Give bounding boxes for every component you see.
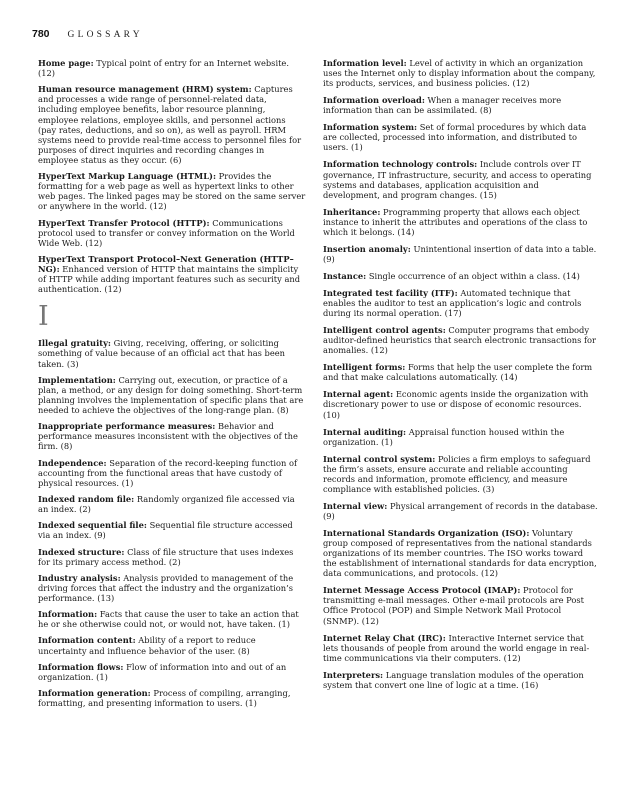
glossary-entry: [38, 662, 306, 682]
glossary-term: Information level:: [323, 58, 407, 68]
glossary-definition: When a manager receives more information than can be assimilated. (8): [323, 95, 562, 116]
glossary-definition: Appraisal function housed within the organization. (1): [323, 426, 565, 447]
glossary-entry: [323, 427, 598, 447]
glossary-term: Internet Relay Chat (IRC):: [323, 632, 446, 643]
glossary-definition: Set of formal procedures by which data are collected, processed into information, and distributed to users. (1): [323, 122, 587, 153]
glossary-entry: [323, 362, 598, 382]
right-column: [323, 58, 598, 697]
glossary-term: Intelligent forms:: [323, 362, 406, 373]
glossary-entry: [323, 244, 598, 264]
glossary-definition: Communications protocol used to transfer or convey information on the World Wide Web. (12): [38, 217, 295, 248]
glossary-term: Inappropriate performance measures:: [38, 421, 216, 432]
glossary-definition: Flow of information into and out of an organization. (1): [38, 661, 287, 682]
running-title: GLOSSARY: [67, 30, 143, 40]
glossary-term: Information system:: [323, 122, 418, 133]
glossary-term: Integrated test facility (ITF):: [323, 287, 458, 298]
glossary-definition: Automated technique that enables the auditor to test an application’s logic and controls during its normal operation. (17): [323, 287, 582, 319]
glossary-entry: [38, 338, 306, 368]
glossary-definition: Policies a firm employs to safeguard the firm’s assets, ensure accurate and reliable accounting records and information, promote efficiency, and measure compliance with established policies. (3): [323, 453, 591, 494]
glossary-entry: [323, 207, 598, 237]
glossary-entry: [323, 58, 598, 88]
glossary-term: Information flows:: [38, 661, 124, 672]
left-entries-i: [38, 338, 306, 708]
glossary-definition: Sequential file structure accessed via an index. (9): [38, 520, 293, 541]
glossary-definition: Enhanced version of HTTP that maintains the simplicity of HTTP while adding important features such as security and authentication. (12): [38, 264, 301, 295]
glossary-term: Information generation:: [38, 688, 151, 698]
glossary-definition: Captures and processes a wide range of personnel-related data, including employee benefits, labor resource planning, employee relations, employee skills, and personnel actions (pay rates, deductions, and so on), as well as payroll. HRM systems need to provide real-time access to personnel files for purposes of direct inquiries and recording changes in employee status as they occur. (6): [38, 84, 302, 165]
page-number: 780: [32, 28, 50, 40]
glossary-entry: [38, 254, 306, 294]
glossary-term: Insertion anomaly:: [323, 243, 411, 254]
glossary-definition: Voluntary group composed of representatives from the national standards organizations of its member countries. The ISO works toward the establishment of international standards for data encryption, data communications, and protocols. (12): [323, 527, 597, 579]
glossary-entry: [38, 171, 306, 211]
glossary-definition: Randomly organized file accessed via an index. (2): [38, 493, 295, 515]
glossary-term: Indexed sequential file:: [38, 520, 147, 531]
glossary-definition: Language translation modules of the operation system that convert one line of logic at a time. (16): [323, 669, 584, 690]
glossary-entry: [38, 494, 306, 514]
glossary-entry: [323, 501, 598, 521]
glossary-entry: [323, 389, 598, 419]
glossary-term: Human resource management (HRM) system:: [38, 84, 252, 95]
glossary-entry: [323, 95, 598, 115]
glossary-definition: Separation of the record-keeping function of accounting from the functional areas that have custody of physical resources. (1): [38, 457, 298, 488]
glossary-entry: [38, 688, 306, 708]
glossary-term: Illegal gratuity:: [38, 338, 111, 349]
glossary-definition: Protocol for transmitting e-mail messages. Other e-mail protocols are Post Office Protocol (POP) and Simple Network Mail Protocol (SNMP). (12): [323, 585, 584, 626]
glossary-term: Indexed structure:: [38, 546, 125, 557]
glossary-entry: [323, 454, 598, 494]
glossary-term: Instance:: [323, 270, 367, 281]
glossary-term: HyperText Transfer Protocol (HTTP):: [38, 217, 210, 228]
glossary-entry: [323, 633, 598, 663]
glossary-definition: Single occurrence of an object within a class. (14): [366, 270, 580, 281]
glossary-entry: [323, 528, 598, 578]
glossary-entry: [38, 84, 306, 165]
left-column: [38, 58, 306, 714]
glossary-definition: Interactive Internet service that lets thousands of people from around the world engage in real-time communications via their computers. (12): [323, 632, 590, 663]
glossary-entry: [38, 218, 306, 248]
glossary-definition: Class of file structure that uses indexes for its primary access method. (2): [38, 546, 294, 567]
glossary-term: Independence:: [38, 457, 107, 468]
glossary-term: Intelligent control agents:: [323, 325, 446, 336]
glossary-term: HyperText Markup Language (HTML):: [38, 171, 217, 182]
glossary-entry: [323, 271, 598, 281]
glossary-term: Internet Message Access Protocol (IMAP):: [323, 585, 521, 596]
glossary-term: Indexed random file:: [38, 493, 135, 504]
glossary-entry: [323, 122, 598, 152]
glossary-definition: Carrying out, execution, or practice of a plan, a method, or any design for doing something. Short-term planning involves the implementation of specific plans that are needed to achieve the objectives of the long-range plan. (8): [38, 374, 304, 415]
glossary-term: Inheritance:: [323, 206, 381, 217]
glossary-entry: [38, 547, 306, 567]
glossary-definition: Analysis provided to management of the driving forces that affect the industry and the organization’s performance. (13): [38, 572, 294, 603]
glossary-definition: Unintentional insertion of data into a table. (9): [323, 243, 597, 264]
glossary-definition: Ability of a report to reduce uncertainty and influence behavior of the user. (8): [38, 635, 256, 656]
glossary-term: Information technology controls:: [323, 159, 478, 170]
glossary-entry: [323, 159, 598, 199]
page-header: [32, 28, 143, 42]
glossary-entry: [38, 421, 306, 451]
glossary-term: Internal view:: [323, 500, 388, 511]
glossary-entry: [38, 375, 306, 415]
glossary-definition: Facts that cause the user to take an action that he or she otherwise could not, or would not, have taken. (1): [38, 609, 299, 630]
glossary-entry: [323, 585, 598, 625]
glossary-term: International Standards Organization (ISO):: [323, 527, 530, 538]
glossary-definition: Economic agents inside the organization with discretionary power to use or dispose of economic resources. (10): [323, 389, 589, 420]
glossary-entry: [38, 635, 306, 655]
glossary-definition: Computer programs that embody auditor-defined heuristics that search electronic transactions for anomalies. (12): [323, 325, 597, 356]
glossary-term: Industry analysis:: [38, 572, 121, 583]
glossary-entry: [323, 325, 598, 355]
right-entries: [323, 58, 598, 690]
glossary-entry: [38, 609, 306, 629]
glossary-term: Implementation:: [38, 374, 116, 385]
glossary-definition: Process of compiling, arranging, formatting, and presenting information to users. (1): [38, 688, 291, 709]
glossary-definition: Behavior and performance measures inconsistent with the objectives of the firm. (8): [38, 421, 298, 452]
section-letter: I: [38, 301, 49, 333]
glossary-term: Home page:: [38, 58, 94, 68]
glossary-term: Information overload:: [323, 95, 425, 106]
glossary-term: Information content:: [38, 635, 136, 646]
glossary-definition: Include controls over IT governance, IT infrastructure, security, and access to operating systems and databases, application acquisition and development, and program changes. (15): [323, 159, 592, 200]
glossary-entry: [38, 520, 306, 540]
glossary-entry: [323, 288, 598, 318]
glossary-entry: [38, 58, 306, 78]
glossary-entry: [38, 458, 306, 488]
glossary-definition: Provides the formatting for a web page as well as hypertext links to other web pages. The linked pages may be stored on the same server or anywhere in the world. (12): [38, 171, 306, 212]
glossary-definition: Typical point of entry for an Internet website. (12): [38, 58, 289, 79]
glossary-term: Internal agent:: [323, 389, 394, 400]
glossary-definition: Programming property that allows each object instance to inherit the attributes and operations of the class to which it belongs. (14): [323, 206, 588, 237]
glossary-definition: Giving, receiving, offering, or soliciting something of value because of an official act that has been taken. (3): [38, 338, 286, 369]
glossary-term: Interpreters:: [323, 669, 384, 680]
left-entries-h: [38, 58, 306, 294]
glossary-definition: Level of activity in which an organization uses the Internet only to display information about the company, its products, services, and business policies. (12): [323, 58, 596, 89]
glossary-entry: [323, 670, 598, 690]
glossary-term: Internal control system:: [323, 453, 436, 464]
glossary-term: Internal auditing:: [323, 426, 407, 437]
glossary-definition: Physical arrangement of records in the database. (9): [323, 500, 598, 521]
glossary-definition: Forms that help the user complete the form and that make calculations automatically. (14): [323, 362, 593, 383]
glossary-term: HyperText Transport Protocol–Next Generation (HTTP–NG):: [38, 253, 294, 275]
glossary-entry: [38, 573, 306, 603]
glossary-term: Information:: [38, 609, 98, 620]
